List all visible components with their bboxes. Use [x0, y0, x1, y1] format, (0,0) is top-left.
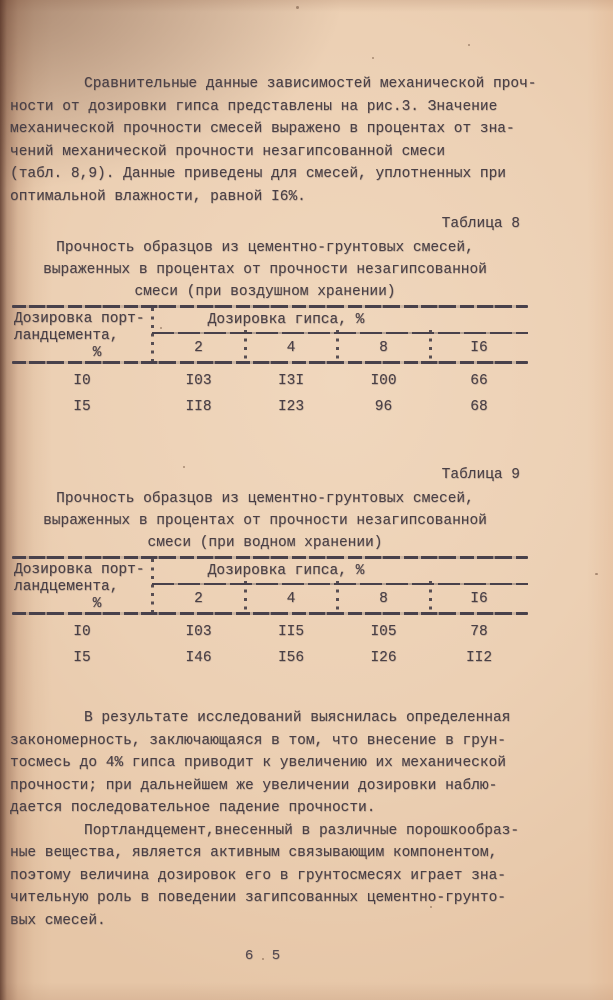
caption-line: смеси (при водном хранении)	[147, 535, 383, 551]
table-cell: I23	[277, 399, 305, 415]
text-line: Портландцемент,внесенный в различные порошкообраз-	[84, 822, 520, 839]
text-line: ности от дозировки гипса представлены на рис.3. Значение	[10, 98, 498, 115]
column-header: 8	[379, 340, 388, 356]
dotted-separator	[429, 581, 432, 612]
caption-line: Прочность образцов из цементно-грунтовых смесей,	[56, 240, 474, 256]
row-header-line: ландцемента,	[14, 328, 119, 344]
column-header: 2	[194, 340, 203, 356]
column-header: 4	[286, 591, 296, 607]
column-header: I6	[470, 591, 488, 607]
caption-line: Прочность образцов из цементно-грунтовых смесей,	[56, 491, 474, 507]
intro-paragraph	[10, 73, 537, 208]
table-9-header	[12, 559, 528, 612]
table-row	[12, 619, 528, 645]
table-cell: I26	[370, 650, 397, 666]
table-8-label: Таблица 8	[441, 216, 520, 232]
column-group	[152, 311, 528, 358]
caption-line: выраженных в процентах от прочности незагипсованной	[43, 513, 487, 529]
text-line: дается последовательное падение прочности.	[10, 800, 376, 816]
row-header-line: %	[92, 345, 102, 361]
text-line: прочности; при дальнейшем же увеличении дозировки наблю-	[10, 777, 498, 794]
spacer	[10, 420, 606, 459]
table-cell: I00	[370, 373, 397, 389]
table-9-label: Таблица 9	[441, 467, 520, 483]
column-headers	[152, 589, 528, 609]
column-group	[152, 562, 528, 609]
table-cell: 66	[470, 373, 488, 389]
table-row	[12, 394, 528, 420]
column-header: 8	[379, 591, 388, 607]
text-line: оптимальной влажности, равной I6%.	[10, 188, 306, 205]
table-cell: I5	[73, 650, 91, 666]
table-8-caption	[10, 237, 520, 303]
table-cell: I3I	[277, 373, 305, 389]
table-9-caption	[10, 488, 520, 554]
column-header: 2	[194, 591, 203, 607]
table-8-body	[12, 364, 528, 420]
dotted-separator	[151, 559, 154, 612]
column-header: 4	[286, 340, 296, 356]
paper-speck	[468, 44, 470, 46]
table-cell: 78	[470, 624, 488, 640]
table-cell: 96	[374, 399, 393, 415]
dotted-separator	[336, 330, 339, 361]
table-cell: I0	[73, 373, 91, 389]
text-line: закономерность, заключающаяся в том, что внесение в грун-	[10, 732, 506, 749]
table-cell: I05	[370, 624, 397, 640]
row-header-line: ландцемента,	[14, 579, 119, 595]
spacer	[10, 671, 606, 707]
table-row	[12, 368, 528, 394]
table-cell: I03	[185, 373, 212, 389]
row-header-cell	[14, 562, 152, 613]
text-line: чительную роль в поведении загипсованных цементно-грунто-	[10, 890, 506, 906]
page-number: 6 5	[244, 948, 286, 964]
table-9	[12, 556, 528, 671]
paper-speck	[372, 57, 374, 59]
table-9-body	[12, 615, 528, 671]
caption-line: смеси (при воздушном хранении)	[134, 284, 396, 300]
dotted-separator	[244, 581, 247, 612]
table-8	[12, 305, 528, 420]
table-cell: II5	[277, 624, 305, 640]
text-line: Сравнительные данные зависимостей механической проч-	[84, 76, 537, 92]
dotted-separator	[244, 330, 247, 361]
column-header: I6	[470, 340, 488, 356]
column-group-label: Дозировка гипса, %	[207, 563, 365, 579]
table-cell: I46	[185, 650, 212, 666]
column-headers	[152, 338, 528, 358]
column-group-underline	[152, 332, 528, 334]
dotted-separator	[151, 308, 154, 361]
table-cell: 68	[470, 399, 488, 415]
results-paragraph	[10, 707, 522, 820]
table-8-header	[12, 308, 528, 361]
table-cell: II8	[185, 399, 212, 415]
text-line: (табл. 8,9). Данные приведены для смесей, уплотненных при	[10, 166, 506, 182]
paper-speck	[296, 6, 299, 9]
row-header-cell	[14, 311, 152, 362]
table-row	[12, 645, 528, 671]
portland-paragraph	[10, 820, 522, 933]
table-cell: I5	[73, 399, 91, 415]
table-cell: I03	[185, 624, 212, 640]
table-cell: I56	[277, 650, 305, 666]
text-line: ные вещества, является активным связывающим компонентом,	[10, 845, 498, 861]
text-line: В результате исследований выяснилась определенная	[84, 710, 511, 726]
column-group-label: Дозировка гипса, %	[207, 312, 365, 328]
text-line: тосмесь до 4% гипса приводит к увеличению их механической	[10, 755, 506, 771]
text-line: чений механической прочности незагипсованной смеси	[10, 143, 446, 160]
row-header-line: %	[92, 596, 102, 612]
caption-line: выраженных в процентах от прочности незагипсованной	[43, 262, 487, 278]
text-line: механической прочности смесей выражено в процентах от зна-	[10, 121, 515, 137]
dotted-separator	[429, 330, 432, 361]
dotted-separator	[336, 581, 339, 612]
row-header-line: Дозировка порт-	[14, 311, 145, 327]
text-line: поэтому величина дозировок его в грунтосмесях играет зна-	[10, 867, 506, 884]
table-cell: II2	[465, 650, 493, 666]
text-line: вых смесей.	[10, 912, 106, 929]
row-header-line: Дозировка порт-	[14, 562, 145, 578]
table-cell: I0	[73, 624, 91, 640]
column-group-underline	[152, 583, 528, 585]
page-content	[10, 73, 606, 964]
